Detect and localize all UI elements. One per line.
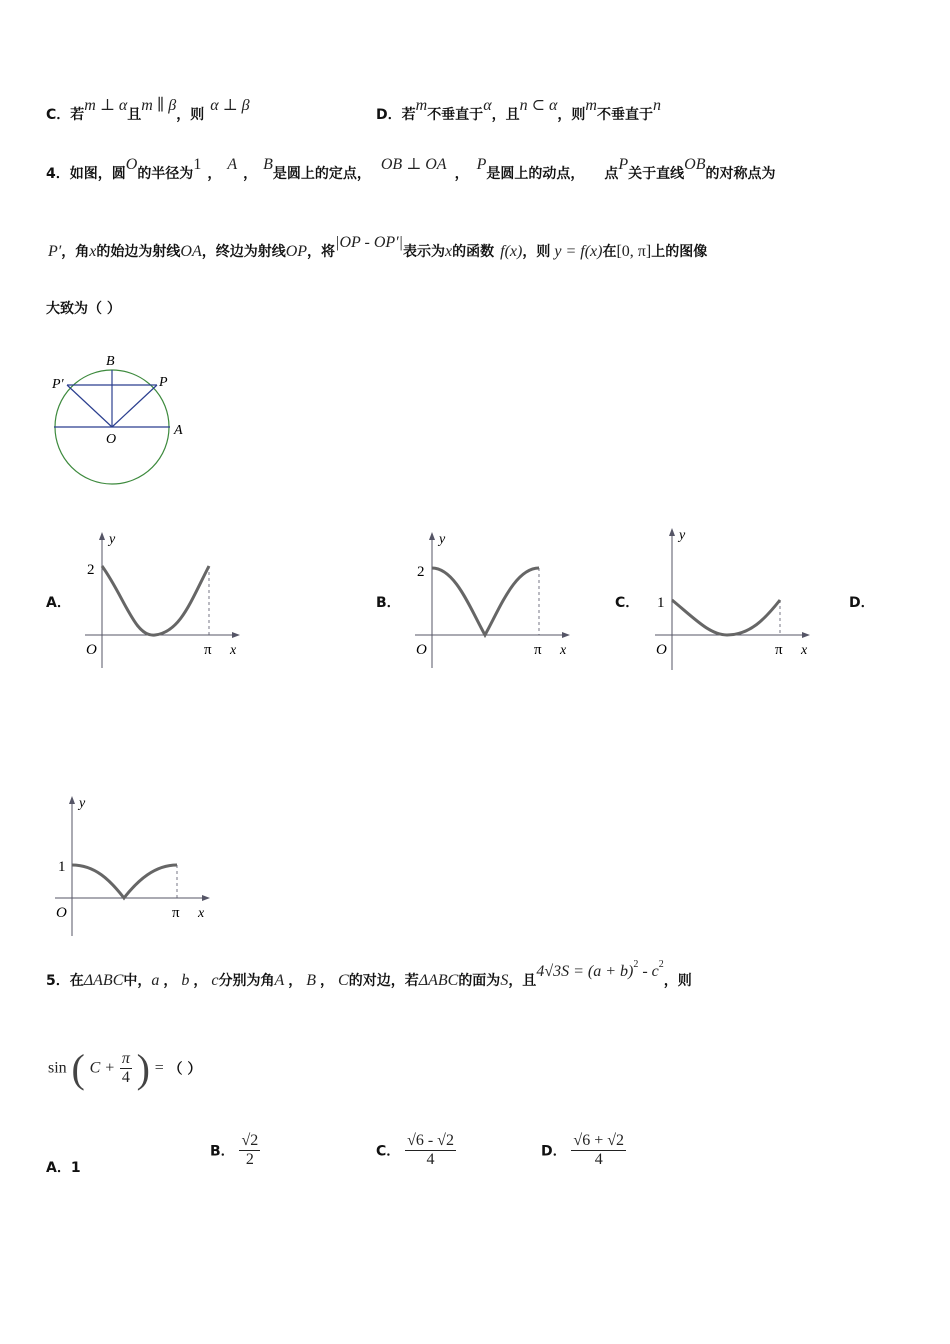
math-m-perp-alpha: m ⊥ α — [84, 97, 128, 114]
q5-option-a: A．1 — [46, 1160, 81, 1176]
axis-label-x: x — [198, 906, 205, 921]
curve-c — [672, 600, 780, 635]
axis-label-x: x — [230, 643, 237, 658]
q4-option-d-label: D． — [849, 595, 875, 611]
ytick-label: 2 — [417, 564, 425, 580]
axis-label-y: y — [79, 796, 86, 811]
origin-label: O — [86, 642, 97, 658]
math-m-parallel-beta: m ∥ β — [141, 97, 177, 114]
given-equation: 4√3S = (a + b) — [536, 963, 634, 980]
axis-label-x: x — [801, 643, 808, 658]
pi-label: π — [534, 642, 542, 658]
q3-option-c: C．若m ⊥ α且m ∥ β，则α ⊥ β — [46, 97, 250, 123]
q5-option-c: C． $\frac{√6 - √2}{4}$ — [376, 1132, 454, 1168]
q5-line-2: sin ( C + $\frac{\pi}{4}$ ) = （ ） — [48, 1046, 202, 1091]
ytick-label: 2 — [87, 562, 95, 578]
label-o: O — [106, 432, 117, 447]
q4-option-a-label: A． — [46, 595, 71, 611]
origin-label: O — [56, 905, 67, 921]
axis-label-y: y — [439, 532, 446, 547]
q4-line-1: 4．如图，圆O的半径为1，A，B是圆上的定点，OB ⊥ OA，P是圆上的动点， 点P关于直线OB的对称点为 — [46, 156, 776, 182]
q3-option-d: D．若m不垂直于α，且n ⊂ α，则m不垂直于n — [376, 97, 661, 123]
q4-line-2: P′，角x的始边为射线OA，终边为射线OP，将|OP - OP′|表示为x的函数 f(x)，则 y = f(x)在[0, π]上的图像 — [48, 234, 708, 260]
curve-a — [102, 566, 209, 635]
origin-label: O — [656, 642, 667, 658]
label-b: B — [106, 354, 115, 369]
ytick-label: 1 — [58, 859, 66, 875]
q4-option-c-label: C． — [615, 595, 640, 611]
segment-op — [112, 385, 157, 427]
fraction: $\frac{√2}{2}$ — [241, 1132, 259, 1168]
graph-option-a — [80, 528, 250, 673]
q4-line-3: 大致为（ ） — [46, 301, 121, 317]
option-label: C． — [46, 107, 71, 123]
pi-label: π — [204, 642, 212, 658]
axis-label-y: y — [679, 528, 686, 543]
label-p: P — [159, 375, 168, 390]
fraction-pi-over-4: $\frac{\pi}{4}$ — [121, 1050, 130, 1086]
q4-option-b-label: B． — [376, 595, 401, 611]
pi-label: π — [172, 905, 180, 921]
label-a: A — [174, 423, 183, 438]
fraction: $\frac{√6 + √2}{4}$ — [573, 1132, 624, 1168]
segment-op-prime — [67, 385, 112, 427]
question-number: 5． — [46, 973, 70, 989]
ytick-label: 1 — [657, 595, 665, 611]
graph-option-c — [650, 524, 820, 674]
curve-d — [72, 865, 177, 898]
circle-figure — [44, 348, 204, 493]
origin-label: O — [416, 642, 427, 658]
option-label: D． — [376, 107, 402, 123]
fraction: $\frac{√6 - √2}{4}$ — [407, 1132, 454, 1168]
graph-option-b — [410, 528, 580, 673]
curve-b — [432, 568, 539, 635]
graph-option-d — [50, 790, 220, 940]
axis-label-x: x — [560, 643, 567, 658]
label-p-prime: P′ — [52, 377, 64, 392]
axis-label-y: y — [109, 532, 116, 547]
math-alpha-perp-beta: α ⊥ β — [210, 97, 250, 114]
q5-option-b: B． $\frac{√2}{2}$ — [210, 1132, 259, 1168]
q5-line-1: 5．在ΔABC中，a ， b ， c分别为角A ， B ， C的对边，若ΔABC的面为S，且$4√3S = (a + b)^2 - c^2$，则 — [46, 959, 692, 989]
pi-label: π — [775, 642, 783, 658]
question-number: 4． — [46, 166, 70, 182]
q5-option-d: D． $\frac{√6 + √2}{4}$ — [541, 1132, 624, 1168]
